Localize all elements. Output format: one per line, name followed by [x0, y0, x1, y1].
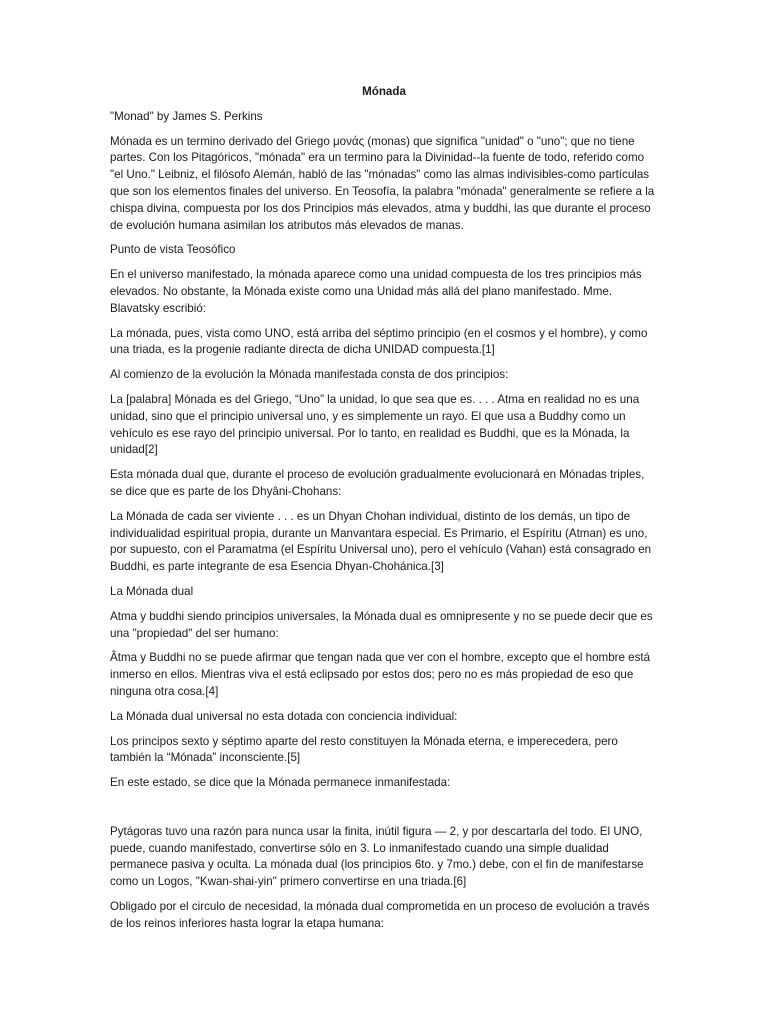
quote-paragraph: La mónada, pues, vista como UNO, está arriba del séptimo principio (en el cosmos y el hombre), y como una triada, es la progenie radiante directa de dicha UNIDAD compuesta.[1]: [110, 326, 648, 357]
quote-paragraph: Âtma y Buddhi no se puede afirmar que tengan nada que ver con el hombre, excepto que el hombre está inmerso en ellos. Mientras viva el está eclipsado por estos dos; pero no es más propiedad de eso que ninguna otra cosa.[4]: [110, 651, 651, 698]
section-heading: Punto de vista Teosófico: [110, 243, 236, 257]
quote-paragraph: Pytágoras tuvo una razón para nunca usar la finita, inútil figura — 2, y por descartarla del todo. El UNO, puede, cuando manifestado, convertirse sólo en 3. Lo inmanifestado cuando una simple dualidad permanece pasiva y oculta. La mónada dual (los principios 6to. y 7mo.) debe, con el fin de manifestarse como un Logos, "Kwan-shai-yin" primero convertirse en una triada.[6]: [110, 824, 644, 889]
quote-paragraph: La [palabra] Mónada es del Griego, “Uno” la unidad, lo que sea que es. . . . Atma en realidad no es una unidad, sino que el principio universal uno, y es simplemente un rayo. El que usa a Buddhy como un vehículo es ese rayo del principio universal. Por lo tanto, en realidad es Buddhi, que es la Mónada, la unidad[2]: [110, 392, 640, 457]
paragraph: La Mónada dual universal no esta dotada con conciencia individual:: [110, 709, 458, 723]
blank-space: [110, 800, 658, 824]
paragraph: Atma y buddhi siendo principios universales, la Mónada dual es omnipresente y no se puede decir que es una "propiedad" del ser humano:: [110, 609, 653, 640]
document-page: [110, 84, 658, 941]
paragraph: En este estado, se dice que la Mónada permanece inmanifestada:: [110, 776, 451, 790]
byline: "Monad" by James S. Perkins: [110, 109, 263, 123]
quote-paragraph: Los principos sexto y séptimo aparte del resto constituyen la Mónada eterna, e imperecedera, pero también la “Mónada” inconsciente.[5]: [110, 734, 618, 765]
section-heading: La Mónada dual: [110, 584, 194, 598]
quote-paragraph: La Mónada de cada ser viviente . . . es un Dhyan Chohan individual, distinto de los demás, un tipo de individualidad espiritual propia, durante un Manvantara especial. Es Primario, el Espíritu (Atman) es uno, por supuesto, con el Paramatma (el Espíritu Universal uno), pero el vehículo (Vahan) está consagrado en Buddhi, es parte integrante de esa Esencia Dhyan-Chohánica.[3]: [110, 509, 652, 574]
paragraph: Esta mónada dual que, durante el proceso de evolución gradualmente evolucionará en Mónadas triples, se dice que es parte de los Dhyâni-Chohans:: [110, 468, 645, 498]
paragraph: Mónada es un termino derivado del Griego μονάς (monas) que significa "unidad" o "uno"; que no tiene partes. Con los Pitagóricos, "mónada" era un termino para la Divinidad--la fuente de todo, referido como "el Uno." Leibniz, el filósofo Alemán, habló de las "mónadas" como las almas indivisibles-como partículas que son los elementos finales del universo. En Teosofía, la palabra "mónada" generalmente se refiere a la chispa divina, compuesta por los dos Principios más elevados, atma y buddhi, las que durante el proceso de evolución humana asimilan los atributos más elevados de manas.: [110, 134, 655, 232]
paragraph: Obligado por el circulo de necesidad, la mónada dual comprometida en un proceso de evolución a través de los reinos inferiores hasta lograr la etapa humana:: [110, 900, 650, 930]
document-title: Mónada: [362, 85, 406, 98]
paragraph: En el universo manifestado, la mónada aparece como una unidad compuesta de los tres principios más elevados. No obstante, la Mónada existe como una Unidad más allá del plano manifestado. Mme. Blavatsky escribió:: [110, 268, 642, 315]
paragraph: Al comienzo de la evolución la Mónada manifestada consta de dos principios:: [110, 368, 509, 382]
